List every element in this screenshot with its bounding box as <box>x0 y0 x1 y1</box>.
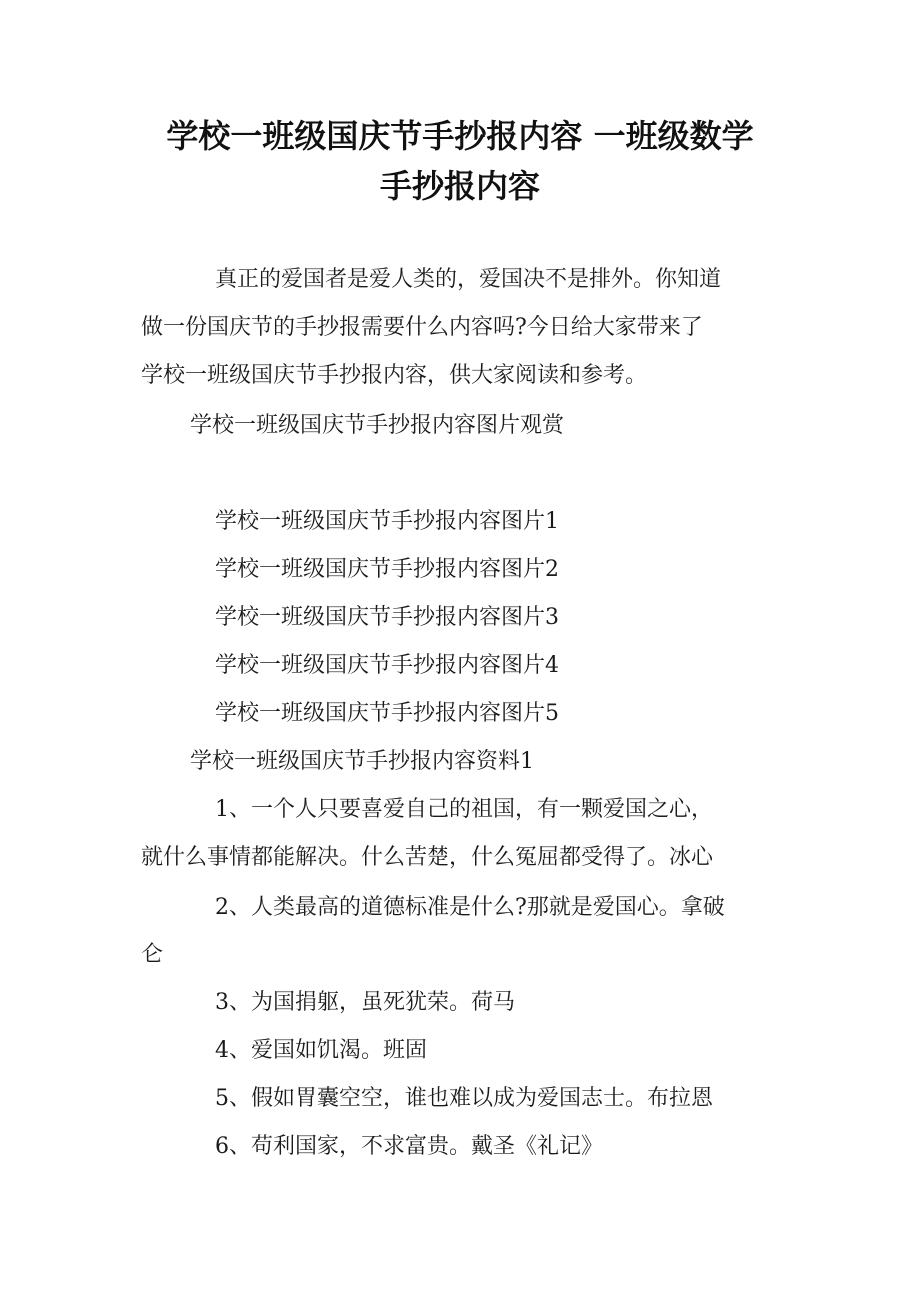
quote-6: 6、苟利国家，不求富贵。戴圣《礼记》 <box>215 1134 603 1159</box>
quote-2-line-1: 2、人类最高的道德标准是什么?那就是爱国心。拿破 <box>215 895 725 920</box>
intro-line-2: 做一份国庆节的手抄报需要什么内容吗?今日给大家带来了 <box>141 315 703 340</box>
image-caption-3: 学校一班级国庆节手抄报内容图片3 <box>215 605 559 630</box>
quote-3: 3、为国捐躯，虽死犹荣。荷马 <box>215 990 515 1015</box>
intro-line-3: 学校一班级国庆节手抄报内容，供大家阅读和参考。 <box>141 363 648 388</box>
gallery-heading: 学校一班级国庆节手抄报内容图片观赏 <box>190 413 565 438</box>
quote-1-line-1: 1、一个人只要喜爱自己的祖国，有一颗爱国之心， <box>215 797 713 822</box>
material-heading: 学校一班级国庆节手抄报内容资料1 <box>190 749 534 774</box>
quote-4: 4、爱国如饥渴。班固 <box>215 1038 427 1063</box>
intro-line-1: 真正的爱国者是爱人类的，爱国决不是排外。你知道 <box>215 267 722 292</box>
document-title-line-1: 学校一班级国庆节手抄报内容 一班级数学 <box>166 117 754 155</box>
quote-2-line-2: 仑 <box>141 942 164 967</box>
document-title-line-2: 手抄报内容 <box>379 167 540 205</box>
image-caption-5: 学校一班级国庆节手抄报内容图片5 <box>215 701 559 726</box>
image-caption-1: 学校一班级国庆节手抄报内容图片1 <box>215 509 559 534</box>
image-caption-2: 学校一班级国庆节手抄报内容图片2 <box>215 557 559 582</box>
image-caption-4: 学校一班级国庆节手抄报内容图片4 <box>215 653 559 678</box>
quote-5: 5、假如胃囊空空，谁也难以成为爱国志士。布拉恩 <box>215 1086 713 1111</box>
quote-1-line-2: 就什么事情都能解决。什么苦楚，什么冤屈都受得了。冰心 <box>141 845 714 870</box>
